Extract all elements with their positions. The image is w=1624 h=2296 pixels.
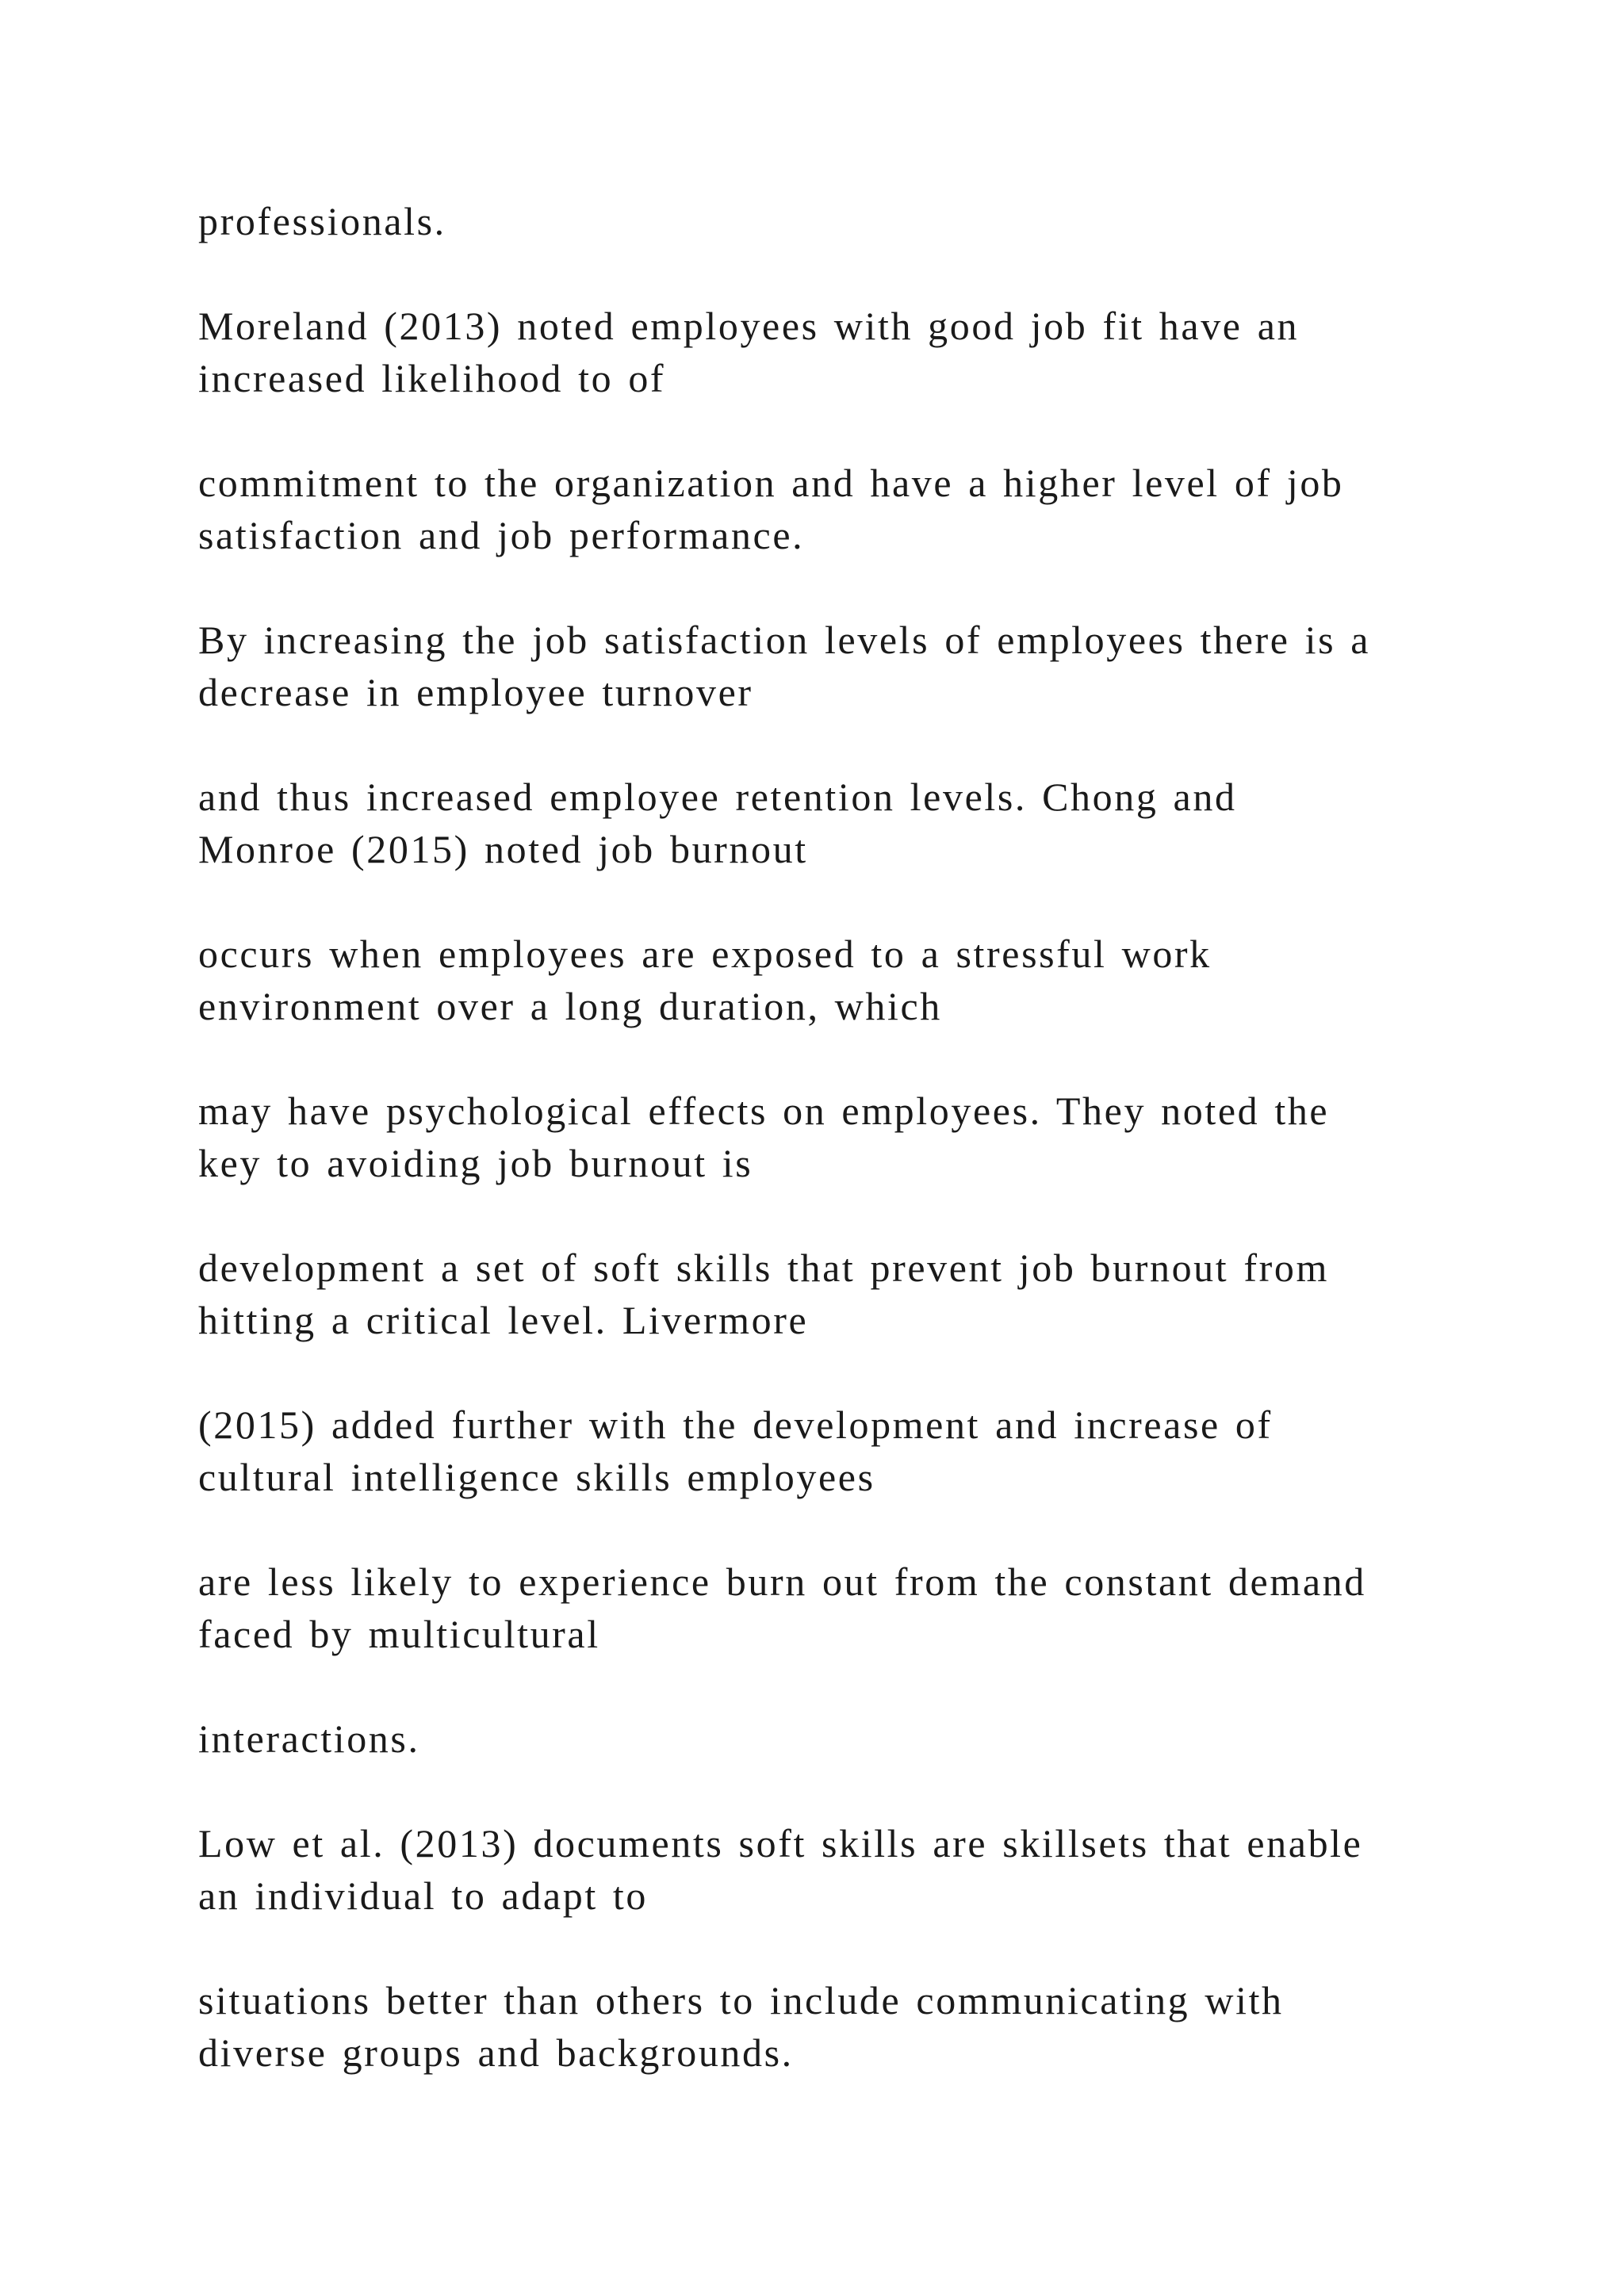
text-line: occurs when employees are exposed to a stressful work [198,932,1212,976]
paragraph-11 [198,1712,1546,1765]
paragraph-1 [198,195,1546,247]
document-body [198,195,1546,2131]
text-line: Low et al. (2013) documents soft skills are skillsets that enable [198,1821,1363,1866]
text-line: cultural intelligence skills employees [198,1455,875,1499]
text-line: faced by multicultural [198,1612,600,1656]
text-line: Moreland (2013) noted employees with good job fit have an [198,304,1300,348]
text-line: are less likely to experience burn out from the constant demand [198,1559,1366,1604]
text-line: diverse groups and backgrounds. [198,2030,794,2075]
text-line: increased likelihood to of [198,356,666,400]
text-line: Monroe (2015) noted job burnout [198,827,808,871]
paragraph-13 [198,1974,1546,2079]
paragraph-6 [198,928,1546,1032]
paragraph-3 [198,457,1546,561]
paragraph-9 [198,1399,1546,1503]
text-line: satisfaction and job performance. [198,513,805,557]
paragraph-10 [198,1556,1546,1660]
text-line: commitment to the organization and have a higher level of job [198,461,1344,505]
text-line: an individual to adapt to [198,1873,649,1918]
paragraph-4 [198,614,1546,718]
text-line: and thus increased employee retention levels. Chong and [198,775,1237,819]
paragraph-7 [198,1085,1546,1189]
paragraph-2 [198,300,1546,404]
text-line: environment over a long duration, which [198,984,942,1028]
paragraph-12 [198,1817,1546,1922]
text-line: interactions. [198,1716,420,1761]
text-line: (2015) added further with the development and increase of [198,1402,1273,1447]
text-line: decrease in employee turnover [198,670,753,714]
text-line: By increasing the job satisfaction levels of employees there is a [198,618,1371,662]
text-line: hitting a critical level. Livermore [198,1298,809,1342]
text-line: situations better than others to include communicating with [198,1978,1284,2022]
text-line: may have psychological effects on employees. They noted the [198,1089,1330,1133]
paragraph-5 [198,771,1546,875]
text-line: professionals. [198,199,446,243]
paragraph-8 [198,1242,1546,1346]
text-line: key to avoiding job burnout is [198,1141,753,1185]
text-line: development a set of soft skills that prevent job burnout from [198,1246,1329,1290]
